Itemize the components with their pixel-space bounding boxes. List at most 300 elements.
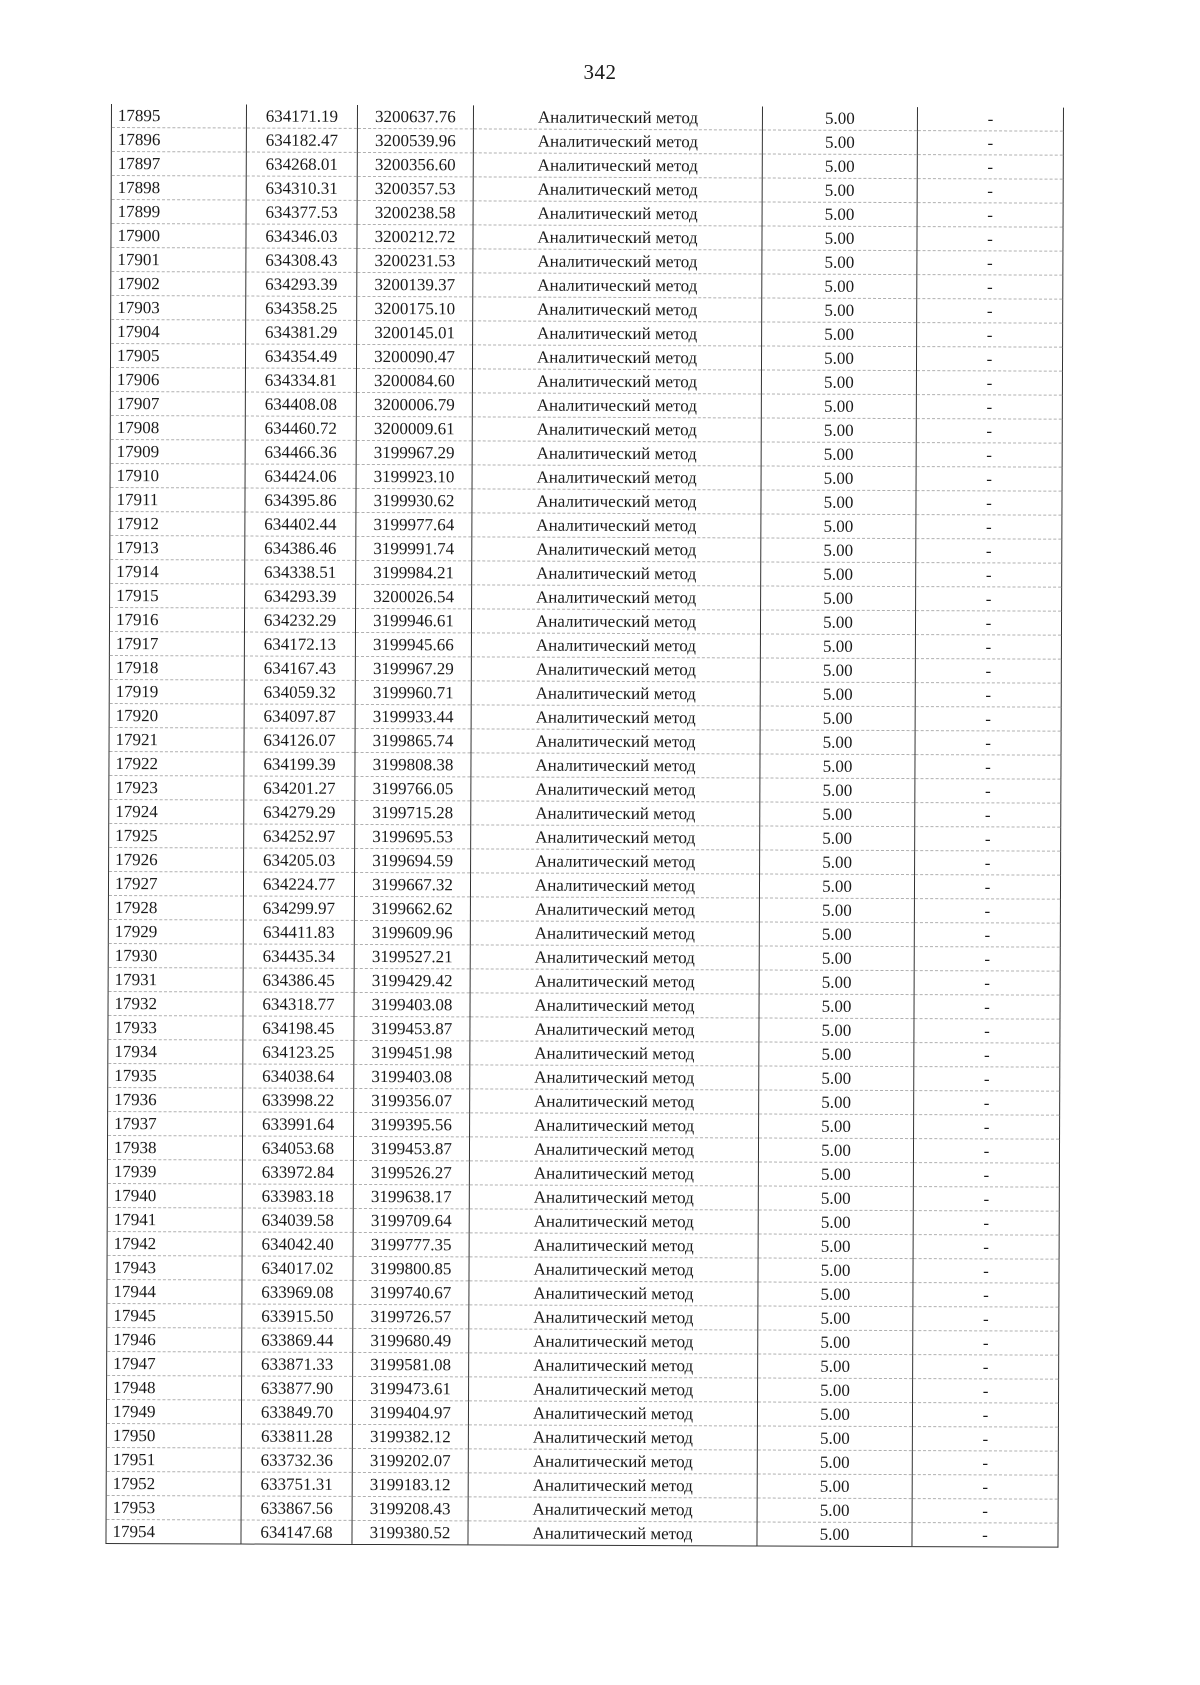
x-coordinate-cell: 634268.01 [246, 152, 357, 176]
method-cell: Аналитический метод [473, 177, 762, 202]
accuracy-cell: 5.00 [761, 490, 916, 515]
method-cell: Аналитический метод [471, 753, 760, 778]
table-row [107, 1135, 1059, 1163]
method-cell: Аналитический метод [469, 1137, 758, 1162]
x-coordinate-cell: 633991.64 [243, 1112, 354, 1136]
x-coordinate-cell: 634338.51 [245, 560, 356, 584]
method-cell: Аналитический метод [473, 249, 762, 274]
x-coordinate-cell: 634466.36 [245, 440, 356, 464]
accuracy-cell: 5.00 [761, 418, 916, 443]
method-cell: Аналитический метод [468, 1497, 757, 1522]
note-cell: - [912, 1403, 1058, 1428]
y-coordinate-cell: 3199680.49 [353, 1328, 469, 1352]
table-row [107, 1351, 1059, 1379]
accuracy-cell: 5.00 [759, 898, 914, 923]
point-id-cell: 17910 [110, 463, 245, 488]
y-coordinate-cell: 3199404.97 [352, 1400, 468, 1424]
note-cell: - [915, 659, 1061, 684]
method-cell: Аналитический метод [468, 1401, 757, 1426]
x-coordinate-cell: 634232.29 [244, 608, 355, 632]
note-cell: - [915, 779, 1061, 804]
point-id-cell: 17944 [107, 1279, 242, 1304]
accuracy-cell: 5.00 [759, 922, 914, 947]
method-cell: Аналитический метод [470, 993, 759, 1018]
method-cell: Аналитический метод [473, 129, 762, 154]
x-coordinate-cell: 634171.19 [246, 105, 357, 129]
point-id-cell: 17922 [109, 751, 244, 776]
accuracy-cell: 5.00 [760, 682, 915, 707]
note-cell: - [917, 179, 1063, 204]
table-row [111, 128, 1063, 156]
accuracy-cell: 5.00 [762, 130, 917, 155]
y-coordinate-cell: 3199800.85 [353, 1256, 469, 1280]
x-coordinate-cell: 633869.44 [242, 1328, 353, 1352]
y-coordinate-cell: 3199933.44 [355, 704, 471, 728]
point-id-cell: 17898 [111, 176, 246, 201]
method-cell: Аналитический метод [470, 969, 759, 994]
accuracy-cell: 5.00 [757, 1450, 912, 1475]
table-row [108, 1015, 1060, 1043]
x-coordinate-cell: 634198.45 [243, 1016, 354, 1040]
note-cell: - [917, 107, 1063, 131]
accuracy-cell: 5.00 [761, 370, 916, 395]
note-cell: - [915, 707, 1061, 732]
accuracy-cell: 5.00 [762, 154, 917, 179]
method-cell: Аналитический метод [472, 441, 761, 466]
table-row [111, 224, 1063, 252]
accuracy-cell: 5.00 [760, 754, 915, 779]
point-id-cell: 17950 [106, 1423, 241, 1448]
note-cell: - [915, 803, 1061, 828]
note-cell: - [913, 1331, 1059, 1356]
note-cell: - [913, 1235, 1059, 1260]
table-row [107, 1231, 1059, 1259]
y-coordinate-cell: 3199766.05 [355, 776, 471, 800]
method-cell: Аналитический метод [473, 105, 762, 130]
accuracy-cell: 5.00 [762, 274, 917, 299]
table-row [111, 176, 1063, 204]
x-coordinate-cell: 634386.45 [243, 968, 354, 992]
accuracy-cell: 5.00 [762, 250, 917, 275]
accuracy-cell: 5.00 [759, 874, 914, 899]
note-cell: - [913, 1355, 1059, 1380]
x-coordinate-cell: 634042.40 [242, 1232, 353, 1256]
method-cell: Аналитический метод [471, 657, 760, 682]
accuracy-cell: 5.00 [759, 1114, 914, 1139]
method-cell: Аналитический метод [471, 825, 760, 850]
point-id-cell: 17923 [109, 775, 244, 800]
table-row [108, 895, 1060, 923]
point-id-cell: 17945 [107, 1303, 242, 1328]
method-cell: Аналитический метод [473, 201, 762, 226]
note-cell: - [916, 395, 1062, 420]
point-id-cell: 17921 [109, 727, 244, 752]
note-cell: - [912, 1451, 1058, 1476]
accuracy-cell: 5.00 [760, 658, 915, 683]
accuracy-cell: 5.00 [762, 178, 917, 203]
table-row [107, 1207, 1059, 1235]
accuracy-cell: 5.00 [759, 1066, 914, 1091]
point-id-cell: 17911 [110, 487, 245, 512]
y-coordinate-cell: 3199202.07 [352, 1448, 468, 1472]
method-cell: Аналитический метод [472, 465, 761, 490]
y-coordinate-cell: 3200238.58 [357, 200, 473, 224]
table-row [107, 1159, 1059, 1187]
method-cell: Аналитический метод [472, 417, 761, 442]
note-cell: - [916, 347, 1062, 372]
note-cell: - [914, 971, 1060, 996]
accuracy-cell: 5.00 [762, 202, 917, 227]
x-coordinate-cell: 634224.77 [243, 872, 354, 896]
y-coordinate-cell: 3199946.61 [355, 608, 471, 632]
method-cell: Аналитический метод [471, 609, 760, 634]
x-coordinate-cell: 633969.08 [242, 1280, 353, 1304]
note-cell: - [917, 323, 1063, 348]
coordinates-table [105, 104, 1064, 1548]
table-row [111, 296, 1063, 324]
y-coordinate-cell: 3199183.12 [352, 1472, 468, 1496]
method-cell: Аналитический метод [471, 777, 760, 802]
point-id-cell: 17918 [109, 655, 244, 680]
y-coordinate-cell: 3199403.08 [354, 1064, 470, 1088]
note-cell: - [914, 923, 1060, 948]
point-id-cell: 17903 [111, 296, 246, 321]
x-coordinate-cell: 634354.49 [245, 344, 356, 368]
point-id-cell: 17899 [111, 200, 246, 225]
note-cell: - [917, 155, 1063, 180]
note-cell: - [916, 443, 1062, 468]
accuracy-cell: 5.00 [761, 538, 916, 563]
x-coordinate-cell: 634252.97 [244, 824, 355, 848]
y-coordinate-cell: 3199930.62 [356, 488, 472, 512]
point-id-cell: 17940 [107, 1183, 242, 1208]
point-id-cell: 17927 [108, 871, 243, 896]
x-coordinate-cell: 633972.84 [242, 1160, 353, 1184]
method-cell: Аналитический метод [472, 489, 761, 514]
y-coordinate-cell: 3199429.42 [354, 968, 470, 992]
method-cell: Аналитический метод [470, 897, 759, 922]
x-coordinate-cell: 634017.02 [242, 1256, 353, 1280]
point-id-cell: 17938 [107, 1135, 242, 1160]
note-cell: - [913, 1187, 1059, 1212]
point-id-cell: 17925 [109, 823, 244, 848]
x-coordinate-cell: 634201.27 [244, 776, 355, 800]
accuracy-cell: 5.00 [762, 298, 917, 323]
method-cell: Аналитический метод [472, 537, 761, 562]
point-id-cell: 17919 [109, 679, 244, 704]
accuracy-cell: 5.00 [757, 1474, 912, 1499]
method-cell: Аналитический метод [469, 1161, 758, 1186]
note-cell: - [912, 1427, 1058, 1452]
x-coordinate-cell: 633732.36 [241, 1448, 352, 1472]
note-cell: - [913, 1163, 1059, 1188]
accuracy-cell: 5.00 [762, 322, 917, 347]
method-cell: Аналитический метод [470, 1113, 759, 1138]
method-cell: Аналитический метод [470, 1017, 759, 1042]
y-coordinate-cell: 3199395.56 [354, 1112, 470, 1136]
accuracy-cell: 5.00 [759, 970, 914, 995]
table-row [106, 1471, 1058, 1499]
method-cell: Аналитический метод [468, 1521, 757, 1546]
note-cell: - [916, 491, 1062, 516]
x-coordinate-cell: 633998.22 [243, 1088, 354, 1112]
table-row [111, 200, 1063, 228]
x-coordinate-cell: 634293.39 [245, 584, 356, 608]
y-coordinate-cell: 3199451.98 [354, 1040, 470, 1064]
point-id-cell: 17912 [110, 511, 245, 536]
point-id-cell: 17924 [109, 799, 244, 824]
note-cell: - [915, 611, 1061, 636]
x-coordinate-cell: 634402.44 [245, 512, 356, 536]
point-id-cell: 17941 [107, 1207, 242, 1232]
point-id-cell: 17953 [106, 1495, 241, 1520]
y-coordinate-cell: 3200637.76 [357, 105, 473, 129]
note-cell: - [913, 1139, 1059, 1164]
y-coordinate-cell: 3199208.43 [352, 1496, 468, 1520]
method-cell: Аналитический метод [472, 585, 761, 610]
x-coordinate-cell: 634395.86 [245, 488, 356, 512]
y-coordinate-cell: 3199709.64 [353, 1208, 469, 1232]
y-coordinate-cell: 3200084.60 [356, 368, 472, 392]
x-coordinate-cell: 634381.29 [246, 320, 357, 344]
note-cell: - [912, 1499, 1058, 1524]
accuracy-cell: 5.00 [758, 1258, 913, 1283]
point-id-cell: 17933 [108, 1015, 243, 1040]
x-coordinate-cell: 634038.64 [243, 1064, 354, 1088]
table-row [110, 439, 1062, 467]
x-coordinate-cell: 633877.90 [242, 1376, 353, 1400]
table-row [110, 367, 1062, 395]
method-cell: Аналитический метод [472, 513, 761, 538]
method-cell: Аналитический метод [473, 153, 762, 178]
table-row [110, 535, 1062, 563]
method-cell: Аналитический метод [469, 1305, 758, 1330]
table-row [109, 775, 1061, 803]
point-id-cell: 17896 [111, 128, 246, 153]
table-row [111, 320, 1063, 348]
note-cell: - [917, 203, 1063, 228]
method-cell: Аналитический метод [468, 1425, 757, 1450]
table-row [106, 1495, 1058, 1523]
x-coordinate-cell: 633867.56 [241, 1496, 352, 1520]
x-coordinate-cell: 634279.29 [244, 800, 355, 824]
y-coordinate-cell: 3199777.35 [353, 1232, 469, 1256]
table-row [107, 1183, 1059, 1211]
y-coordinate-cell: 3199356.07 [354, 1088, 470, 1112]
table-row [111, 272, 1063, 300]
x-coordinate-cell: 633751.31 [241, 1472, 352, 1496]
accuracy-cell: 5.00 [760, 634, 915, 659]
point-id-cell: 17908 [110, 415, 245, 440]
accuracy-cell: 5.00 [760, 802, 915, 827]
note-cell: - [913, 1283, 1059, 1308]
note-cell: - [914, 1091, 1060, 1116]
y-coordinate-cell: 3199967.29 [356, 440, 472, 464]
accuracy-cell: 5.00 [759, 1090, 914, 1115]
table-row [108, 919, 1060, 947]
table-row [108, 871, 1060, 899]
note-cell: - [914, 1043, 1060, 1068]
y-coordinate-cell: 3199740.67 [353, 1280, 469, 1304]
point-id-cell: 17916 [109, 607, 244, 632]
table-row [111, 248, 1063, 276]
point-id-cell: 17935 [108, 1063, 243, 1088]
point-id-cell: 17932 [108, 991, 243, 1016]
accuracy-cell: 5.00 [757, 1426, 912, 1451]
x-coordinate-cell: 634310.31 [246, 176, 357, 200]
y-coordinate-cell: 3200357.53 [357, 176, 473, 200]
method-cell: Аналитический метод [470, 945, 759, 970]
method-cell: Аналитический метод [471, 729, 760, 754]
x-coordinate-cell: 634039.58 [242, 1208, 353, 1232]
point-id-cell: 17909 [110, 439, 245, 464]
x-coordinate-cell: 634408.08 [245, 392, 356, 416]
table-row [106, 1519, 1058, 1547]
point-id-cell: 17907 [110, 391, 245, 416]
note-cell: - [915, 731, 1061, 756]
y-coordinate-cell: 3199808.38 [355, 752, 471, 776]
y-coordinate-cell: 3199865.74 [355, 728, 471, 752]
y-coordinate-cell: 3200231.53 [357, 248, 473, 272]
note-cell: - [917, 251, 1063, 276]
point-id-cell: 17904 [111, 320, 246, 345]
method-cell: Аналитический метод [471, 849, 760, 874]
accuracy-cell: 5.00 [758, 1138, 913, 1163]
note-cell: - [913, 1379, 1059, 1404]
table-row [109, 679, 1061, 707]
method-cell: Аналитический метод [472, 369, 761, 394]
point-id-cell: 17913 [110, 535, 245, 560]
table-row [109, 799, 1061, 827]
table-row [106, 1447, 1058, 1475]
point-id-cell: 17942 [107, 1231, 242, 1256]
note-cell: - [914, 995, 1060, 1020]
y-coordinate-cell: 3199382.12 [352, 1424, 468, 1448]
note-cell: - [914, 899, 1060, 924]
point-id-cell: 17939 [107, 1159, 242, 1184]
note-cell: - [917, 131, 1063, 156]
note-cell: - [913, 1307, 1059, 1332]
x-coordinate-cell: 634435.34 [243, 944, 354, 968]
note-cell: - [916, 587, 1062, 612]
point-id-cell: 17906 [110, 367, 245, 392]
method-cell: Аналитический метод [469, 1257, 758, 1282]
point-id-cell: 17902 [111, 272, 246, 297]
method-cell: Аналитический метод [473, 297, 762, 322]
y-coordinate-cell: 3199991.74 [356, 536, 472, 560]
x-coordinate-cell: 634053.68 [242, 1136, 353, 1160]
method-cell: Аналитический метод [470, 1065, 759, 1090]
table-row [107, 1279, 1059, 1307]
accuracy-cell: 5.00 [760, 778, 915, 803]
table-row [107, 1375, 1059, 1403]
y-coordinate-cell: 3200212.72 [357, 224, 473, 248]
note-cell: - [917, 227, 1063, 252]
accuracy-cell: 5.00 [762, 226, 917, 251]
x-coordinate-cell: 634167.43 [244, 656, 355, 680]
note-cell: - [915, 683, 1061, 708]
x-coordinate-cell: 634172.13 [244, 632, 355, 656]
y-coordinate-cell: 3200026.54 [356, 584, 472, 608]
accuracy-cell: 5.00 [761, 346, 916, 371]
accuracy-cell: 5.00 [758, 1330, 913, 1355]
note-cell: - [914, 1115, 1060, 1140]
point-id-cell: 17930 [108, 943, 243, 968]
table-row [109, 751, 1061, 779]
x-coordinate-cell: 634318.77 [243, 992, 354, 1016]
table-row [110, 559, 1062, 587]
x-coordinate-cell: 634358.25 [246, 296, 357, 320]
note-cell: - [915, 851, 1061, 876]
y-coordinate-cell: 3199726.57 [353, 1304, 469, 1328]
point-id-cell: 17900 [111, 224, 246, 249]
accuracy-cell: 5.00 [759, 946, 914, 971]
method-cell: Аналитический метод [469, 1209, 758, 1234]
accuracy-cell: 5.00 [759, 1042, 914, 1067]
x-coordinate-cell: 634460.72 [245, 416, 356, 440]
y-coordinate-cell: 3199403.08 [354, 992, 470, 1016]
point-id-cell: 17952 [106, 1471, 241, 1496]
y-coordinate-cell: 3199667.32 [354, 872, 470, 896]
method-cell: Аналитический метод [472, 345, 761, 370]
y-coordinate-cell: 3199526.27 [353, 1160, 469, 1184]
x-coordinate-cell: 634308.43 [246, 248, 357, 272]
table-row [108, 967, 1060, 995]
table-row [108, 1039, 1060, 1067]
x-coordinate-cell: 633871.33 [242, 1352, 353, 1376]
y-coordinate-cell: 3200539.96 [357, 128, 473, 152]
note-cell: - [914, 1019, 1060, 1044]
table-row [109, 607, 1061, 635]
accuracy-cell: 5.00 [757, 1498, 912, 1523]
accuracy-cell: 5.00 [758, 1210, 913, 1235]
y-coordinate-cell: 3199662.62 [354, 896, 470, 920]
accuracy-cell: 5.00 [761, 466, 916, 491]
method-cell: Аналитический метод [470, 873, 759, 898]
x-coordinate-cell: 634059.32 [244, 680, 355, 704]
method-cell: Аналитический метод [469, 1281, 758, 1306]
y-coordinate-cell: 3199453.87 [353, 1136, 469, 1160]
y-coordinate-cell: 3200145.01 [357, 320, 473, 344]
x-coordinate-cell: 634346.03 [246, 224, 357, 248]
table-row [110, 415, 1062, 443]
point-id-cell: 17936 [108, 1087, 243, 1112]
point-id-cell: 17914 [110, 559, 245, 584]
accuracy-cell: 5.00 [757, 1402, 912, 1427]
table-row [107, 1255, 1059, 1283]
page-number: 342 [583, 60, 617, 84]
table-row [110, 583, 1062, 611]
point-id-cell: 17951 [106, 1447, 241, 1472]
method-cell: Аналитический метод [470, 1089, 759, 1114]
point-id-cell: 17943 [107, 1255, 242, 1280]
table-row [106, 1399, 1058, 1427]
method-cell: Аналитический метод [473, 321, 762, 346]
y-coordinate-cell: 3199945.66 [355, 632, 471, 656]
note-cell: - [914, 1067, 1060, 1092]
note-cell: - [916, 467, 1062, 492]
table-row [109, 631, 1061, 659]
method-cell: Аналитический метод [473, 225, 762, 250]
x-coordinate-cell: 634299.97 [243, 896, 354, 920]
point-id-cell: 17947 [107, 1351, 242, 1376]
point-id-cell: 17897 [111, 152, 246, 177]
note-cell: - [912, 1475, 1058, 1500]
x-coordinate-cell: 634293.39 [246, 272, 357, 296]
x-coordinate-cell: 634377.53 [246, 200, 357, 224]
note-cell: - [916, 539, 1062, 564]
method-cell: Аналитический метод [469, 1185, 758, 1210]
